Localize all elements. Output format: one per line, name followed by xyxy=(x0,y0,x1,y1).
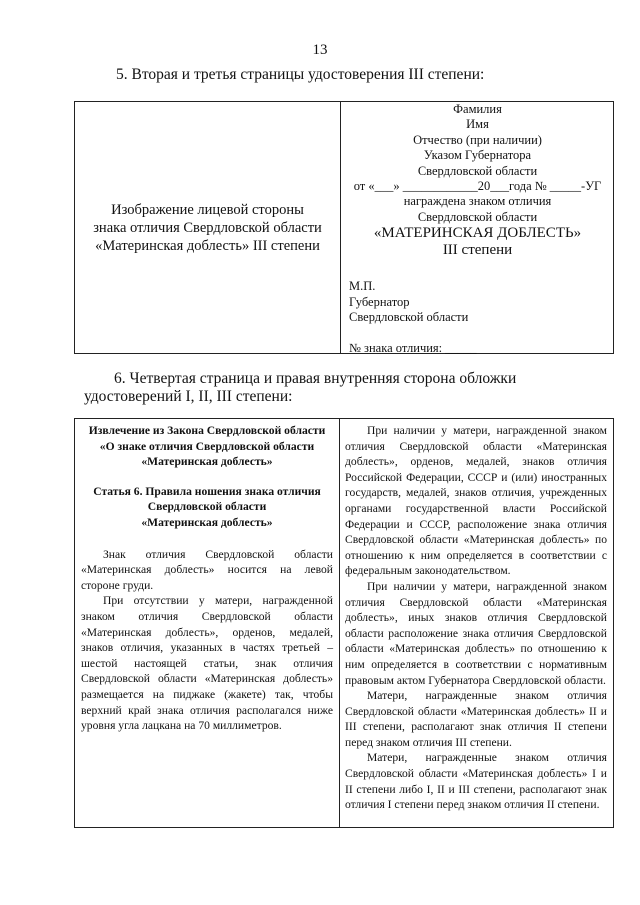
law-heading-line: Извлечение из Закона Свердловской области xyxy=(88,424,326,437)
name-line: Имя xyxy=(466,117,489,132)
award-name: «МАТЕРИНСКАЯ ДОБЛЕСТЬ» xyxy=(373,225,582,242)
badge-number-line: № знака отличия: _____ xyxy=(349,341,477,356)
article-heading-line: Свердловской области xyxy=(147,500,267,514)
governor-region-line: Свердловской области xyxy=(349,310,469,325)
section-5-title: 5. Вторая и третья страницы удостоверения III степени: xyxy=(116,66,485,83)
law-paragraph: Знак отличия Свердловской области «Материнская доблесть» носится на левой стороне груди. xyxy=(81,547,333,592)
wearing-rules-table xyxy=(74,418,614,828)
article-heading-line: Статья 6. Правила ношения знака отличия xyxy=(93,484,321,498)
decree-line: Указом Губернатора xyxy=(423,148,532,163)
law-paragraph: При наличии у матери, награжденной знаком отличия Свердловской области «Материнская доблесть», иных знаков отличия Свердловской области расположение знака отличия Свердловской области «Материнская доблесть» по отношению к ним определяется в соответствии с нормативным правовым актом Губернатора Свердловской области. xyxy=(345,579,607,687)
degree-line: III степени xyxy=(442,242,513,259)
placeholder-line: знака отличия Свердловской области xyxy=(93,219,322,236)
law-paragraph: Матери, награжденные знаком отличия Свердловской области «Материнская доблесть» II и III степени, располагают знак отличия II степени перед знаком отличия III степени. xyxy=(345,689,607,749)
placeholder-line: «Материнская доблесть» III степени xyxy=(95,237,320,254)
surname-line: Фамилия xyxy=(453,102,502,116)
law-heading-line: «Материнская доблесть» xyxy=(141,455,273,469)
awarded-line: награждена знаком отличия xyxy=(403,194,552,209)
page-number: 13 xyxy=(312,42,328,58)
section-6-title: 6. Четвертая страница и правая внутренняя сторона обложки удостоверений I, II, III степени: xyxy=(84,370,517,405)
governor-line: Губернатор xyxy=(349,294,410,309)
certificate-pages-table xyxy=(74,101,614,354)
law-paragraph: При наличии у матери, награжденной знаком отличия Свердловской области «Материнская доблесть», орденов, медалей, знаков отличия Российской Федерации, СССР и (или) иностранных государств, медалей, знаков отличия, учрежденных органами государственной власти Российской Федерации и СССР, расположение знака отличия Свердловской области «Материнская доблесть» по отношению к ним определяется в соответствии с федеральным законодательством. xyxy=(345,424,607,578)
stamp-place: М.П. xyxy=(349,279,376,294)
law-paragraph: Матери, награжденные знаком отличия Свердловской области «Материнская доблесть» I и II степени либо I, II и III степени, располагают знак отличия I степени перед знаком отличия II степени. xyxy=(345,751,607,812)
badge-image-placeholder xyxy=(75,102,340,353)
region-line: Свердловской области xyxy=(417,163,538,178)
column-divider xyxy=(339,419,340,827)
law-heading-line: «О знаке отличия Свердловской области xyxy=(99,439,315,453)
article-heading-line: «Материнская доблесть» xyxy=(141,515,273,529)
law-continuation-column xyxy=(345,423,607,813)
date-line: от «___» ____________20___года № _____-УГ xyxy=(353,179,602,194)
placeholder-line: Изображение лицевой стороны xyxy=(111,201,304,218)
law-extract-column xyxy=(81,423,333,734)
patronymic-line: Отчество (при наличии) xyxy=(413,132,542,147)
region2-line: Свердловской области xyxy=(417,209,538,224)
certificate-text-cell xyxy=(341,102,614,357)
law-paragraph: При отсутствии у матери, награжденной знаком отличия Свердловской области «Материнская доблесть», орденов, медалей, знаков отличия, указанных в частях третьей – шестой настоящей статьи, знак отличия Свердловской области «Материнская доблесть» размещается на пиджаке (жакете) так, чтобы верхний край знака отличия располагался ниже уровня угла лацкана на 70 миллиметров. xyxy=(81,594,333,733)
